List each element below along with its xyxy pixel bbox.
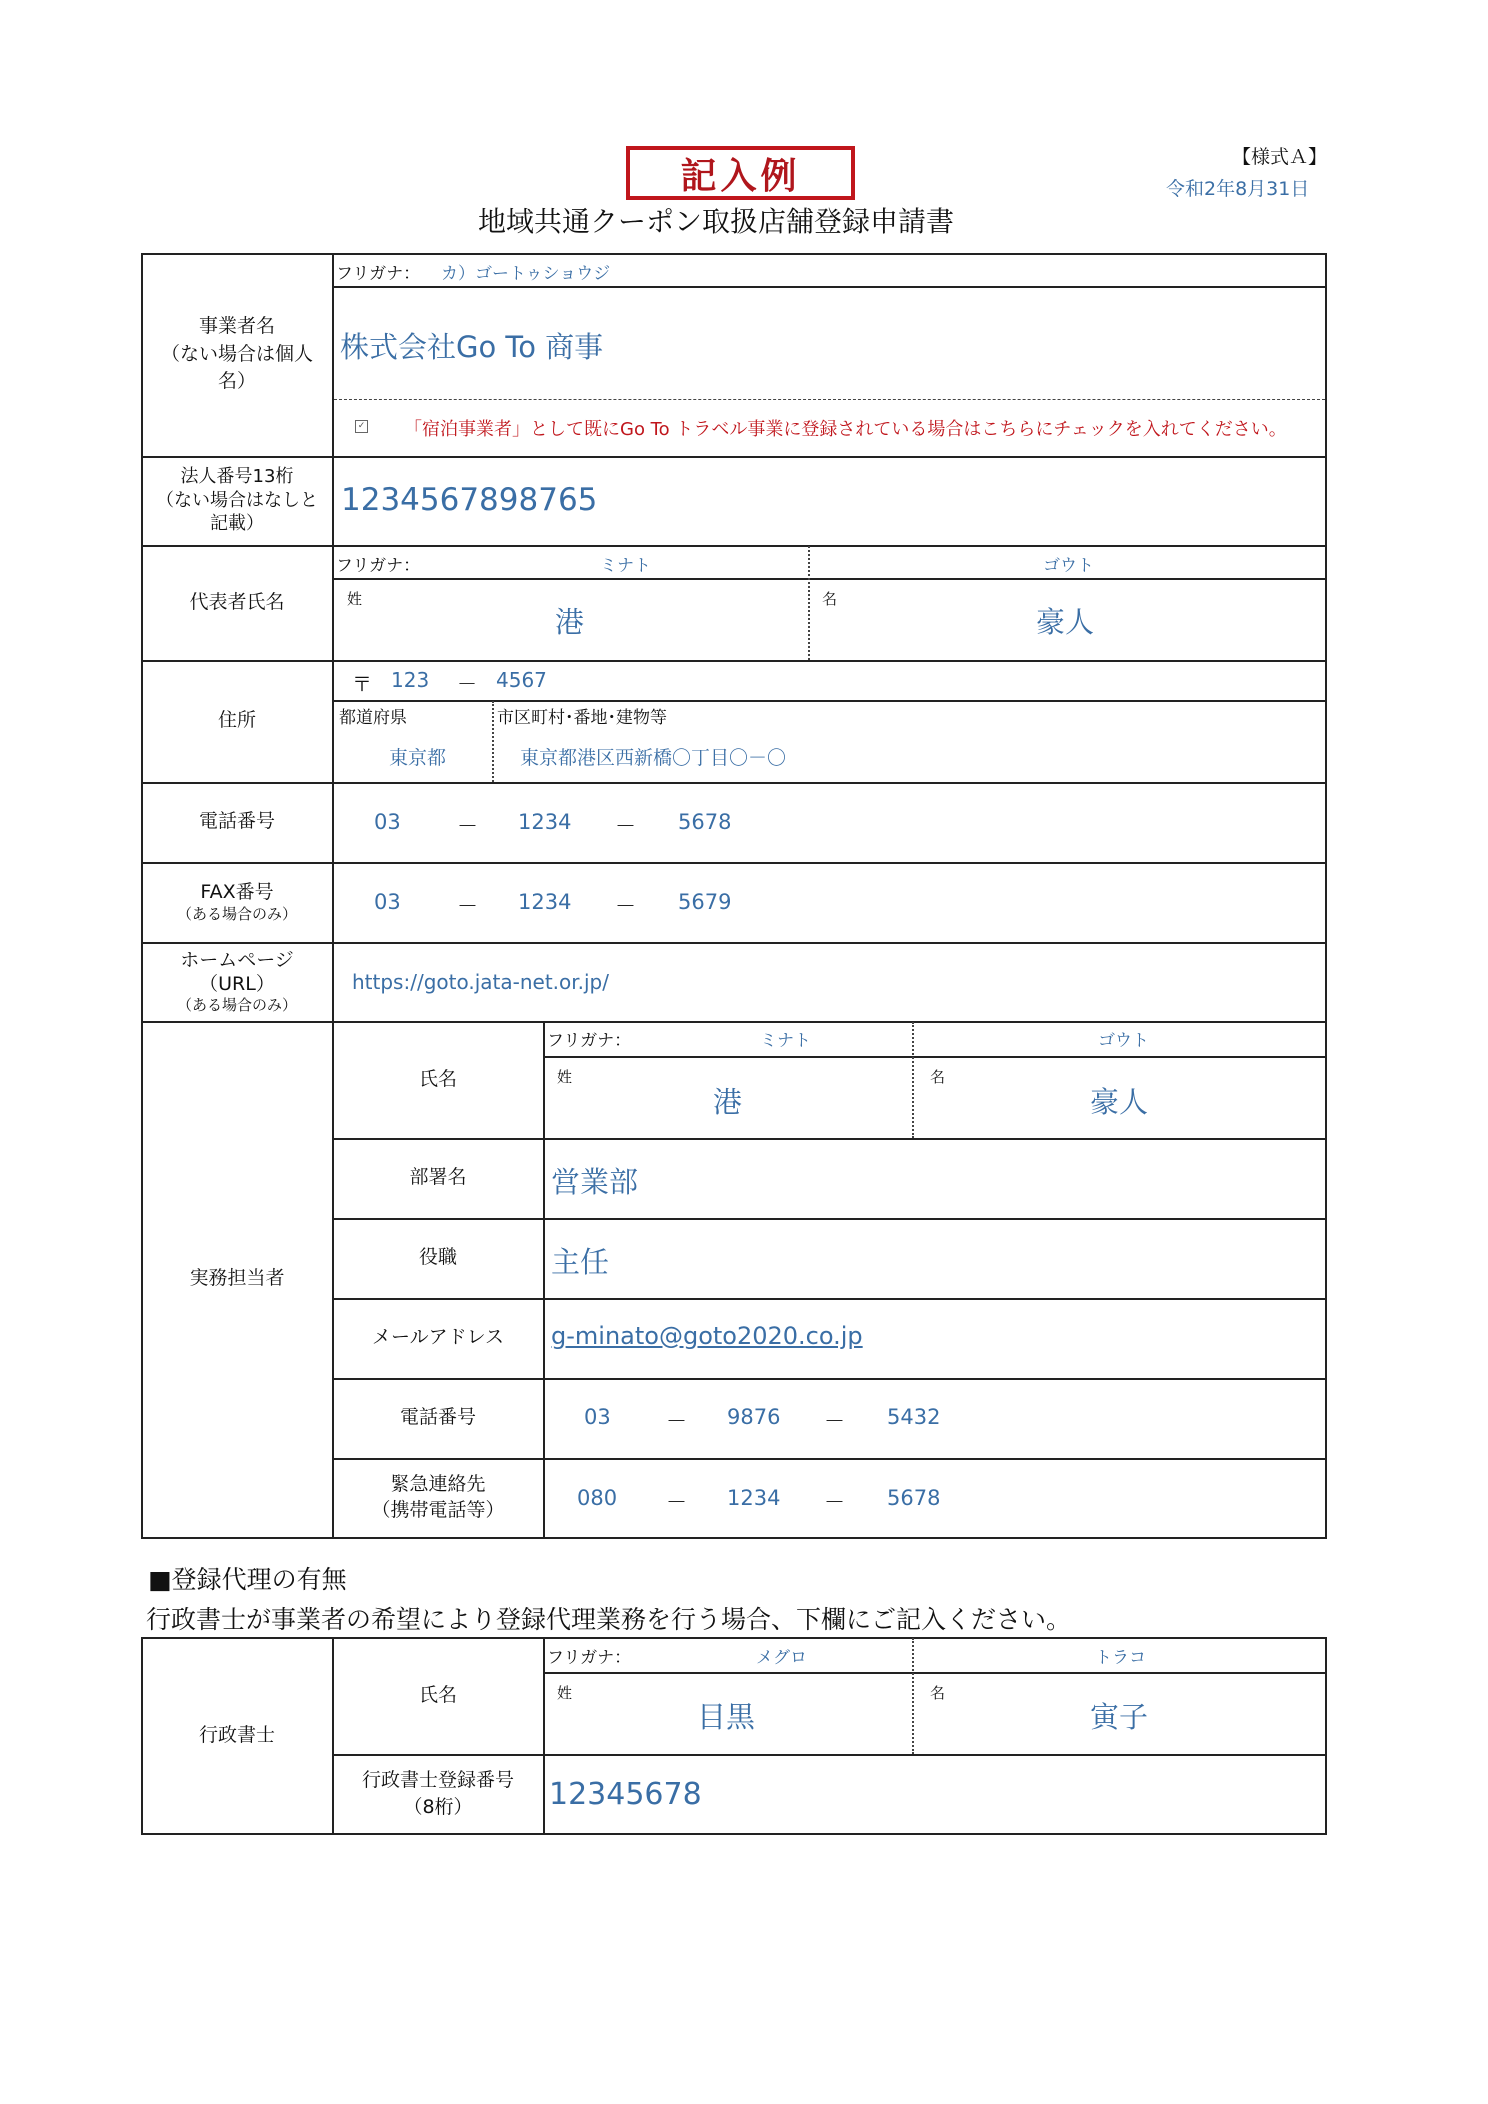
business-name-label-line2: （ない場合は個人 <box>160 342 313 365</box>
fax-part1[interactable]: 03 <box>374 890 401 914</box>
postal-mark: 〒 <box>352 672 372 696</box>
name-split-divider <box>912 1022 914 1138</box>
contact-furigana-first[interactable]: ゴウト <box>1098 1031 1149 1051</box>
phone-label: 電話番号 <box>198 810 275 833</box>
furigana-row-divider <box>333 578 1326 580</box>
agent-last-value[interactable]: 目黒 <box>697 1700 756 1734</box>
corp-number-label-line3: 記載） <box>210 513 264 535</box>
homepage-label-line2: （URL） <box>199 972 275 995</box>
rep-furigana-last[interactable]: ミナト <box>600 556 651 576</box>
representative-label: 代表者氏名 <box>189 590 285 613</box>
agent-furigana-last[interactable]: メグロ <box>756 1648 807 1668</box>
agent-registration-value[interactable]: 12345678 <box>549 1777 702 1812</box>
application-date: 令和2年8月31日 <box>1166 178 1310 200</box>
emergency-dash1: － <box>666 1490 687 1514</box>
postal-code-first[interactable]: 123 <box>391 668 430 692</box>
corp-number-value[interactable]: 1234567898765 <box>341 482 598 518</box>
agent-furigana-label: フリガナ： <box>547 1648 632 1668</box>
business-name-value[interactable]: 株式会社Go To 商事 <box>340 330 604 364</box>
business-furigana-value[interactable]: カ）ゴートゥショウジ <box>441 264 611 284</box>
agent-last-label: 姓 <box>557 1684 573 1702</box>
lodging-checkbox-text: 「宿泊事業者」として既にGo To トラベル事業に登録されている場合はこちらにチェックを入れてください。 <box>404 419 1287 440</box>
phone-part1[interactable]: 03 <box>374 810 401 834</box>
contact-first-value[interactable]: 豪人 <box>1090 1085 1149 1119</box>
phone-dash1: － <box>457 814 478 838</box>
rep-furigana-first[interactable]: ゴウト <box>1043 556 1094 576</box>
agent-section-heading: ■登録代理の有無 <box>148 1565 347 1594</box>
contact-last-label: 姓 <box>557 1068 573 1086</box>
address-label: 住所 <box>217 709 256 732</box>
sample-stamp <box>626 146 855 200</box>
rep-last-value[interactable]: 港 <box>555 605 585 639</box>
phone-part2[interactable]: 1234 <box>518 810 572 834</box>
furigana-row-divider <box>544 1056 1326 1058</box>
agent-subcolumn-divider <box>543 1637 545 1834</box>
fax-label <box>141 862 333 942</box>
phone-dash2: － <box>615 814 636 838</box>
rep-last-label: 姓 <box>347 590 363 608</box>
emergency-part2[interactable]: 1234 <box>727 1486 781 1510</box>
postal-dash: － <box>457 672 477 696</box>
city-value[interactable]: 東京都港区西新橋〇丁目〇－〇 <box>520 747 787 769</box>
agent-section-instruction: 行政書士が事業者の希望により登録代理業務を行う場合、下欄にご記入ください。 <box>146 1605 1072 1634</box>
contact-phone-dash1: － <box>666 1409 687 1433</box>
furigana-row-divider <box>544 1672 1326 1674</box>
agent-first-label: 名 <box>930 1684 946 1702</box>
contact-first-label: 名 <box>930 1068 946 1086</box>
emergency-label-line2: （携帯電話等） <box>371 1498 505 1521</box>
email-label: メールアドレス <box>371 1326 505 1349</box>
corp-number-label-line1: 法人番号13桁 <box>180 466 294 488</box>
page-title: 地域共通クーポン取扱店舗登録申請書 <box>478 205 955 238</box>
agent-registration-label-line2: （8桁） <box>403 1796 473 1818</box>
prefecture-value[interactable]: 東京都 <box>389 747 447 769</box>
agent-furigana-first[interactable]: トラコ <box>1095 1648 1146 1668</box>
email-value[interactable]: g-minato@goto2020.co.jp <box>551 1322 863 1350</box>
job-title-label: 役職 <box>418 1246 457 1269</box>
department-label: 部署名 <box>409 1166 467 1189</box>
homepage-label-line1: ホームページ <box>180 948 294 971</box>
rep-first-label: 名 <box>822 590 838 608</box>
department-value[interactable]: 営業部 <box>551 1165 639 1199</box>
checkbox-checked-icon[interactable]: ✓ <box>355 420 368 433</box>
rep-first-value[interactable]: 豪人 <box>1036 605 1095 639</box>
homepage-label-note: （ある場合のみ） <box>176 996 297 1015</box>
contact-person-label: 実務担当者 <box>189 1267 285 1290</box>
business-furigana-label: フリガナ： <box>336 264 421 284</box>
contact-name-label: 氏名 <box>418 1067 457 1090</box>
rep-furigana-label: フリガナ： <box>336 556 421 576</box>
fax-label-note: （ある場合のみ） <box>176 904 297 923</box>
business-name-label-line3: 名） <box>217 370 256 393</box>
address-split-divider <box>492 701 494 782</box>
business-name-label-line1: 事業者名 <box>198 315 275 338</box>
contact-phone-dash2: － <box>824 1409 845 1433</box>
sample-stamp-text: 記入例 <box>680 155 801 197</box>
postal-code-second[interactable]: 4567 <box>496 668 547 692</box>
phone-part3[interactable]: 5678 <box>678 810 732 834</box>
emergency-label-line1: 緊急連絡先 <box>390 1472 486 1495</box>
contact-phone-part2[interactable]: 9876 <box>727 1405 781 1429</box>
homepage-url-value[interactable]: https://goto.jata-net.or.jp/ <box>352 970 609 994</box>
agent-label: 行政書士 <box>198 1723 275 1746</box>
emergency-contact-label <box>333 1458 543 1537</box>
contact-furigana-last[interactable]: ミナト <box>760 1031 811 1051</box>
form-code: 【様式Ａ】 <box>1232 146 1328 168</box>
emergency-part1[interactable]: 080 <box>577 1486 618 1510</box>
furigana-row-divider <box>333 286 1326 288</box>
postal-row-divider <box>333 700 1326 702</box>
agent-registration-label-line1: 行政書士登録番号 <box>361 1769 514 1792</box>
business-name-dashed-divider <box>334 399 1325 400</box>
emergency-part3[interactable]: 5678 <box>887 1486 941 1510</box>
name-split-divider <box>808 546 810 660</box>
contact-phone-part1[interactable]: 03 <box>584 1405 611 1429</box>
corp-number-label-line2: （ない場合はなしと <box>156 489 318 511</box>
agent-registration-label <box>333 1754 543 1834</box>
job-title-value[interactable]: 主任 <box>551 1245 610 1279</box>
contact-phone-part3[interactable]: 5432 <box>887 1405 941 1429</box>
contact-last-value[interactable]: 港 <box>713 1085 743 1119</box>
business-name-label <box>141 253 333 456</box>
fax-part3[interactable]: 5679 <box>678 890 732 914</box>
corp-number-label <box>141 456 333 545</box>
agent-first-value[interactable]: 寅子 <box>1090 1700 1149 1734</box>
prefecture-label: 都道府県 <box>339 708 407 728</box>
homepage-label <box>141 942 333 1022</box>
emergency-dash2: － <box>824 1490 845 1514</box>
fax-part2[interactable]: 1234 <box>518 890 572 914</box>
fax-label-text: FAX番号 <box>200 880 274 903</box>
agent-name-label: 氏名 <box>418 1683 457 1706</box>
contact-furigana-label: フリガナ： <box>547 1031 632 1051</box>
name-split-divider <box>912 1638 914 1754</box>
fax-dash2: － <box>615 894 636 918</box>
fax-dash1: － <box>457 894 478 918</box>
contact-phone-label: 電話番号 <box>399 1406 476 1429</box>
city-label: 市区町村･番地･建物等 <box>497 708 667 728</box>
